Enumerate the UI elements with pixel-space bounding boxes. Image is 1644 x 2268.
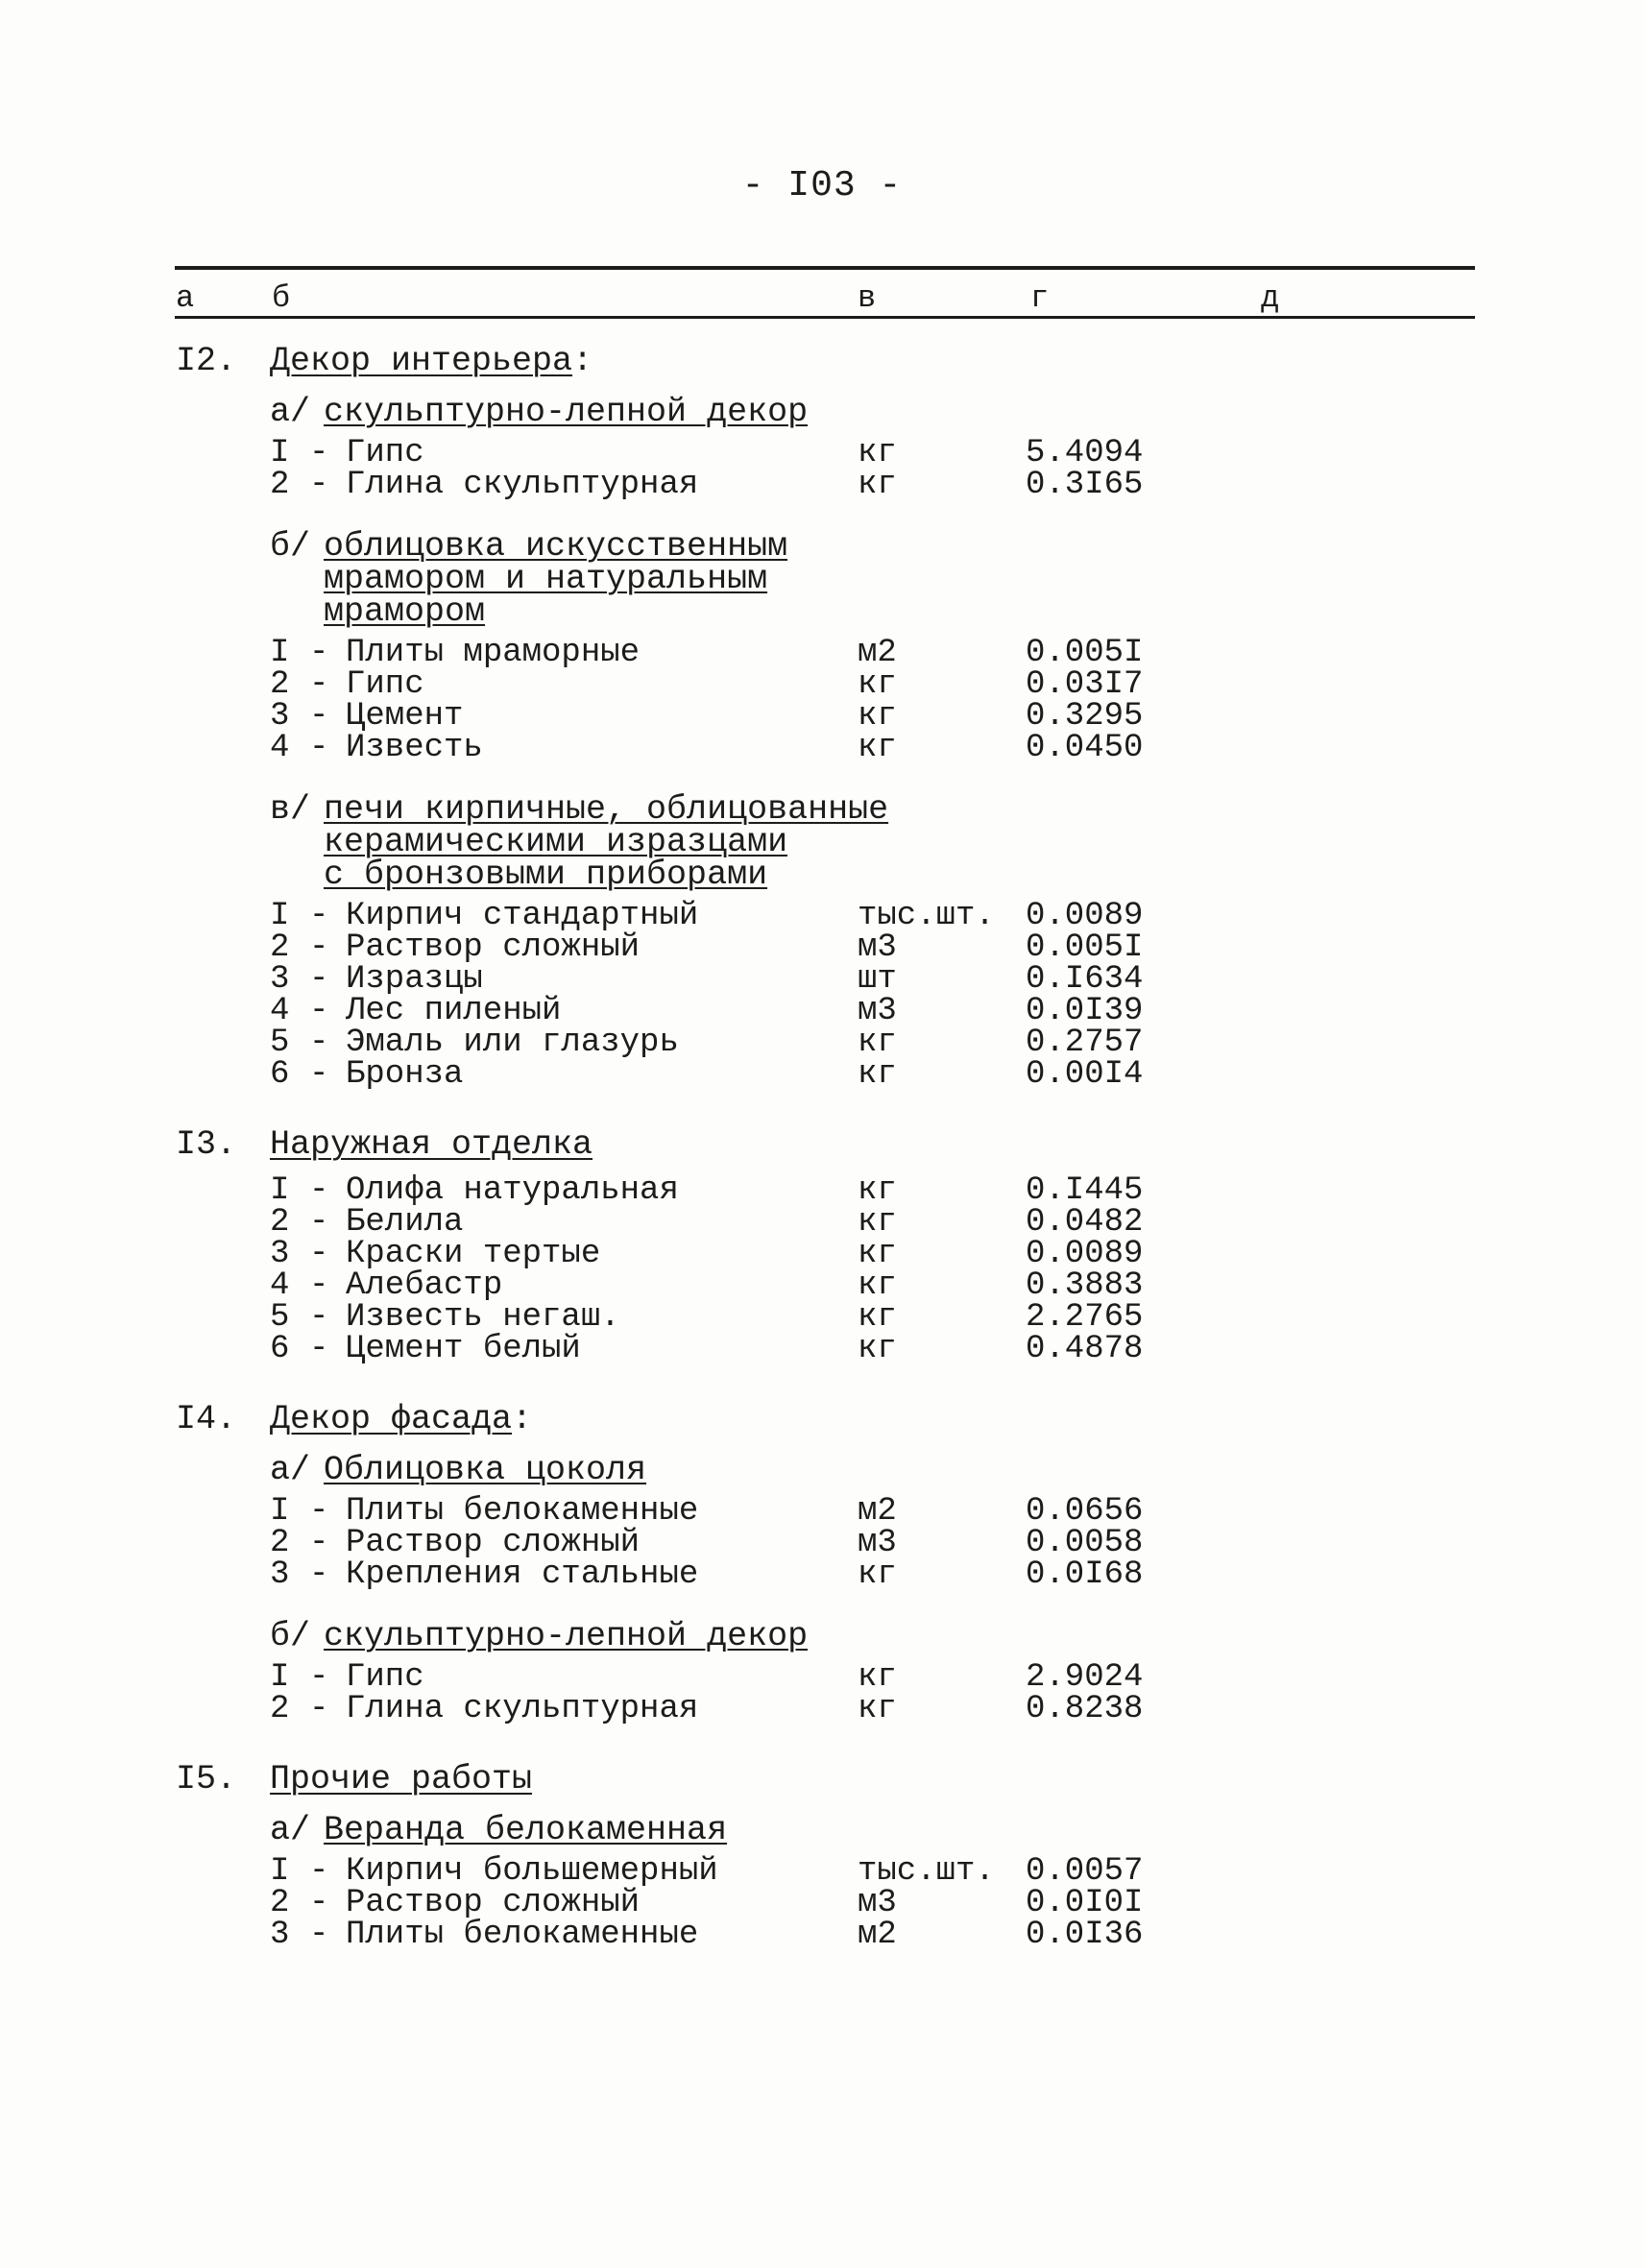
material-row (0, 1659, 1644, 1696)
column-header-v: в (858, 280, 877, 316)
item-dash: - (309, 1917, 329, 1953)
item-dash: - (309, 730, 329, 766)
section-heading (0, 1743, 1644, 1802)
material-row (0, 1853, 1644, 1890)
item-name: Бронза (346, 1056, 464, 1093)
item-name: Крепления стальные (346, 1556, 699, 1593)
material-list (0, 325, 1644, 1968)
item-number: I (270, 435, 290, 471)
subsection-title-line: скульптурно-лепной декор (324, 393, 809, 431)
item-name: Раствор сложный (346, 929, 641, 966)
item-unit: кг (858, 1025, 897, 1061)
subsection-title-line: скульптурно-лепной декор (324, 1617, 809, 1655)
item-number: 3 (270, 961, 290, 998)
item-name: Белила (346, 1204, 464, 1241)
item-dash: - (309, 1853, 329, 1890)
item-number: 2 (270, 1525, 290, 1561)
section-number: I3. (176, 1125, 237, 1164)
spacer (0, 1725, 1644, 1743)
section-title-wrap (270, 1125, 592, 1164)
section-number: I5. (176, 1760, 237, 1798)
item-value: 0.0656 (1026, 1493, 1144, 1530)
column-headers (0, 280, 1644, 315)
item-value: 0.2757 (1026, 1025, 1144, 1061)
item-dash: - (309, 1331, 329, 1367)
subsection-title-line: печи кирпичные, облицованные (324, 790, 889, 829)
material-row (0, 1267, 1644, 1304)
item-name: Алебастр (346, 1267, 503, 1304)
item-name: Известь (346, 730, 483, 766)
item-name: Гипс (346, 666, 424, 703)
item-dash: - (309, 929, 329, 966)
item-number: 5 (270, 1025, 290, 1061)
item-unit: тыс.шт. (858, 898, 995, 934)
subsection-heading (0, 1608, 1644, 1662)
subsection-title-line: с бронзовыми приборами (324, 856, 768, 894)
column-header-a: а (176, 280, 195, 316)
item-number: I (270, 1493, 290, 1530)
item-value: 0.0058 (1026, 1525, 1144, 1561)
item-unit: кг (858, 730, 897, 766)
item-unit: кг (858, 435, 897, 471)
item-unit: кг (858, 1204, 897, 1241)
item-number: 2 (270, 929, 290, 966)
item-value: 0.0450 (1026, 730, 1144, 766)
item-dash: - (309, 993, 329, 1029)
subsection-heading (0, 384, 1644, 438)
item-name: Известь негаш. (346, 1299, 620, 1336)
item-unit: кг (858, 1691, 897, 1727)
item-name: Плиты белокаменные (346, 1917, 699, 1953)
item-unit: тыс.шт. (858, 1853, 995, 1890)
subsection-title (324, 1811, 728, 1849)
spacer (0, 764, 1644, 782)
section-number: I4. (176, 1400, 237, 1438)
item-number: 5 (270, 1299, 290, 1336)
item-unit: кг (858, 1556, 897, 1593)
material-row (0, 1236, 1644, 1272)
item-number: 4 (270, 993, 290, 1029)
subsection-title (324, 527, 788, 631)
subsection-title (324, 393, 809, 431)
item-value: 0.0089 (1026, 1236, 1144, 1272)
section-title: Декор фасада (270, 1400, 513, 1438)
item-unit: кг (858, 1236, 897, 1272)
item-unit: м2 (858, 1917, 897, 1953)
material-row (0, 1056, 1644, 1093)
item-name: Гипс (346, 435, 424, 471)
item-value: 0.005I (1026, 635, 1144, 671)
section-heading (0, 325, 1644, 384)
item-value: 0.8238 (1026, 1691, 1144, 1727)
item-name: Раствор сложный (346, 1885, 641, 1921)
item-dash: - (309, 1659, 329, 1696)
item-unit: кг (858, 1267, 897, 1304)
item-number: 6 (270, 1331, 290, 1367)
section-title-suffix: : (512, 1400, 533, 1438)
item-number: I (270, 1659, 290, 1696)
item-name: Краски тертые (346, 1236, 601, 1272)
material-row (0, 1691, 1644, 1727)
item-name: Эмаль или глазурь (346, 1025, 679, 1061)
item-name: Цемент (346, 698, 464, 735)
item-dash: - (309, 666, 329, 703)
material-row (0, 1493, 1644, 1530)
item-name: Лес пиленый (346, 993, 562, 1029)
spacer (0, 1168, 1644, 1175)
subsection-prefix: б/ (270, 1617, 311, 1655)
material-row (0, 1331, 1644, 1367)
subsection-prefix: а/ (270, 1451, 311, 1489)
material-row (0, 961, 1644, 998)
item-number: 6 (270, 1056, 290, 1093)
subsection-prefix: в/ (270, 790, 311, 829)
item-number: 2 (270, 1885, 290, 1921)
material-row (0, 993, 1644, 1029)
item-value: 0.4878 (1026, 1331, 1144, 1367)
item-value: 0.0I68 (1026, 1556, 1144, 1593)
material-row (0, 1525, 1644, 1561)
column-header-g: г (1030, 280, 1050, 316)
item-unit: м2 (858, 635, 897, 671)
subsection-prefix: б/ (270, 527, 311, 566)
subsection-title-line: керамическими изразцами (324, 823, 788, 861)
subsection-title (324, 1617, 809, 1655)
material-row (0, 1172, 1644, 1209)
spacer (0, 1091, 1644, 1108)
item-dash: - (309, 961, 329, 998)
spacer (0, 1365, 1644, 1383)
item-value: 0.0089 (1026, 898, 1144, 934)
item-number: I (270, 898, 290, 934)
subsection-title (324, 790, 889, 894)
item-number: 4 (270, 1267, 290, 1304)
item-number: 4 (270, 730, 290, 766)
item-name: Кирпич большемерный (346, 1853, 718, 1890)
item-value: 0.0I36 (1026, 1917, 1144, 1953)
subsection-heading (0, 782, 1644, 901)
item-number: I (270, 1172, 290, 1209)
item-value: 2.9024 (1026, 1659, 1144, 1696)
material-row (0, 635, 1644, 671)
section-number: I2. (176, 342, 237, 380)
subsection-title-line: мрамором и натуральным (324, 560, 768, 598)
item-number: I (270, 635, 290, 671)
material-row (0, 1204, 1644, 1241)
item-name: Олифа натуральная (346, 1172, 679, 1209)
item-value: 0.0I39 (1026, 993, 1144, 1029)
material-row (0, 698, 1644, 735)
section-title: Наружная отделка (270, 1125, 593, 1164)
section-title: Прочие работы (270, 1760, 533, 1798)
column-header-b: б (272, 280, 291, 316)
item-number: 3 (270, 698, 290, 735)
item-unit: кг (858, 666, 897, 703)
subsection-prefix: а/ (270, 1811, 311, 1849)
material-row (0, 730, 1644, 766)
item-unit: м2 (858, 1493, 897, 1530)
item-dash: - (309, 1056, 329, 1093)
item-unit: кг (858, 698, 897, 735)
subsection-heading (0, 519, 1644, 638)
item-dash: - (309, 1885, 329, 1921)
item-unit: кг (858, 1172, 897, 1209)
item-unit: м3 (858, 929, 897, 966)
item-dash: - (309, 435, 329, 471)
item-dash: - (309, 1267, 329, 1304)
item-name: Плиты белокаменные (346, 1493, 699, 1530)
item-unit: м3 (858, 1885, 897, 1921)
section-heading (0, 1383, 1644, 1442)
material-row (0, 1556, 1644, 1593)
item-number: I (270, 1853, 290, 1890)
section-title-suffix: : (572, 342, 593, 380)
item-value: 0.I634 (1026, 961, 1144, 998)
material-row (0, 435, 1644, 471)
material-row (0, 1885, 1644, 1921)
item-unit: кг (858, 1299, 897, 1336)
section-title-wrap (270, 1400, 532, 1438)
item-dash: - (309, 1691, 329, 1727)
subsection-title-line: мрамором (324, 592, 486, 631)
subsection-heading (0, 1442, 1644, 1496)
item-dash: - (309, 1556, 329, 1593)
item-number: 2 (270, 1691, 290, 1727)
item-value: 2.2765 (1026, 1299, 1144, 1336)
item-name: Гипс (346, 1659, 424, 1696)
item-dash: - (309, 467, 329, 503)
item-number: 3 (270, 1917, 290, 1953)
item-name: Цемент белый (346, 1331, 581, 1367)
item-value: 5.4094 (1026, 435, 1144, 471)
item-number: 3 (270, 1236, 290, 1272)
item-value: 0.3883 (1026, 1267, 1144, 1304)
item-value: 0.3I65 (1026, 467, 1144, 503)
section-title: Декор интерьера (270, 342, 573, 380)
item-dash: - (309, 1299, 329, 1336)
item-number: 2 (270, 666, 290, 703)
item-unit: шт (858, 961, 897, 998)
spacer (0, 1951, 1644, 1968)
material-row (0, 1027, 1644, 1059)
item-dash: - (309, 1172, 329, 1209)
item-value: 0.03I7 (1026, 666, 1144, 703)
item-unit: кг (858, 1056, 897, 1093)
item-value: 0.0482 (1026, 1204, 1144, 1241)
item-unit: кг (858, 1331, 897, 1367)
subsection-title-line: Веранда белокаменная (324, 1811, 728, 1849)
item-value: 0.0I0I (1026, 1885, 1144, 1921)
item-unit: м3 (858, 1525, 897, 1561)
material-row (0, 1919, 1644, 1951)
item-name: Плиты мраморные (346, 635, 641, 671)
item-number: 2 (270, 467, 290, 503)
item-value: 0.3295 (1026, 698, 1144, 735)
subsection-title (324, 1451, 647, 1489)
material-row (0, 929, 1644, 966)
item-number: 3 (270, 1556, 290, 1593)
item-dash: - (309, 1025, 329, 1061)
item-name: Изразцы (346, 961, 483, 998)
item-unit: кг (858, 1659, 897, 1696)
spacer (0, 1591, 1644, 1608)
section-title-wrap (270, 1760, 532, 1798)
section-heading (0, 1108, 1644, 1168)
item-dash: - (309, 698, 329, 735)
material-row (0, 467, 1644, 503)
item-dash: - (309, 1493, 329, 1530)
column-header-d: д (1261, 280, 1280, 316)
item-dash: - (309, 635, 329, 671)
item-dash: - (309, 1236, 329, 1272)
table-top-rule (175, 266, 1475, 270)
subsection-prefix: а/ (270, 393, 311, 431)
item-value: 0.00I4 (1026, 1056, 1144, 1093)
item-dash: - (309, 898, 329, 934)
item-name: Раствор сложный (346, 1525, 641, 1561)
item-value: 0.I445 (1026, 1172, 1144, 1209)
item-unit: кг (858, 467, 897, 503)
header-bottom-rule (175, 316, 1475, 319)
section-title-wrap (270, 342, 592, 380)
item-dash: - (309, 1204, 329, 1241)
subsection-heading (0, 1802, 1644, 1856)
material-row (0, 666, 1644, 703)
item-value: 0.005I (1026, 929, 1144, 966)
subsection-title-line: Облицовка цоколя (324, 1451, 647, 1489)
spacer (0, 501, 1644, 519)
item-number: 2 (270, 1204, 290, 1241)
page-number: - I03 - (741, 165, 903, 206)
item-name: Глина скульптурная (346, 467, 699, 503)
material-row (0, 1299, 1644, 1336)
item-name: Глина скульптурная (346, 1691, 699, 1727)
item-unit: м3 (858, 993, 897, 1029)
subsection-title-line: облицовка искусственным (324, 527, 788, 566)
item-dash: - (309, 1525, 329, 1561)
item-name: Кирпич стандартный (346, 898, 699, 934)
material-row (0, 898, 1644, 934)
item-value: 0.0057 (1026, 1853, 1144, 1890)
